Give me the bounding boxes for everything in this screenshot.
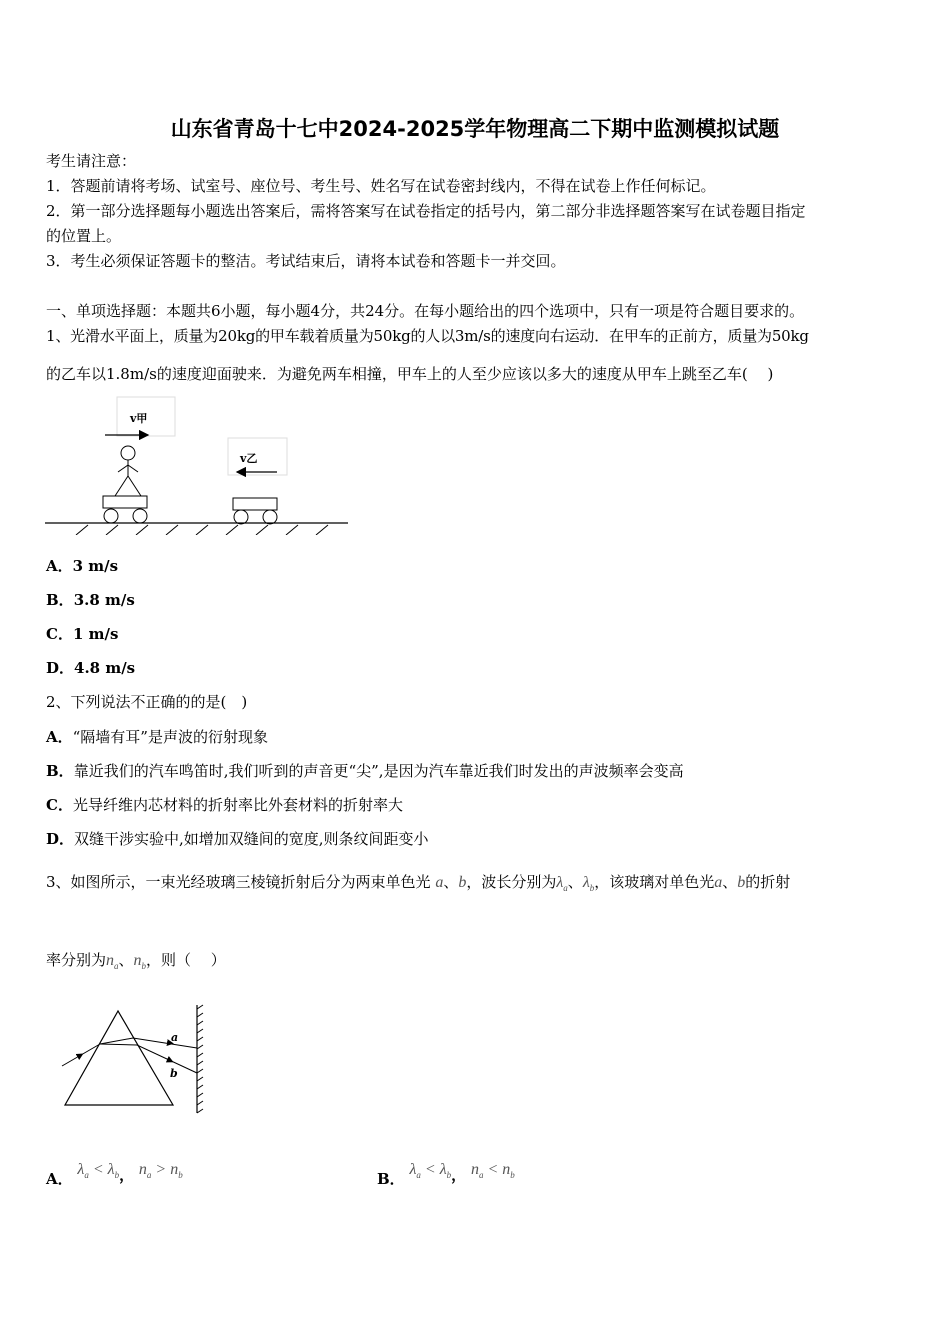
sub: b <box>589 883 595 894</box>
option-key: B． <box>46 591 74 609</box>
var-b: b <box>737 874 746 891</box>
text: ，波长分别为 <box>466 873 557 891</box>
page-title: 山东省青岛十七中2024-2025学年物理高二下期中监测模拟试题 <box>170 117 780 141</box>
var-n: n <box>133 952 142 969</box>
relation: < <box>487 1161 499 1178</box>
option-key: D． <box>46 659 75 677</box>
text: 的折射 <box>745 873 791 891</box>
q1-option-b[interactable] <box>46 590 135 610</box>
relation: < <box>92 1161 104 1178</box>
text: 、 <box>118 951 134 969</box>
sub: a <box>146 1170 152 1181</box>
q3-option-a[interactable] <box>46 1158 183 1186</box>
var-a: a <box>714 874 723 891</box>
option-key: B． <box>46 762 74 780</box>
v-yi-label: v乙 <box>240 452 258 465</box>
sub: b <box>510 1170 515 1181</box>
var-n: n <box>470 1161 479 1178</box>
sub: a <box>563 883 568 894</box>
var-lambda: λ <box>582 874 590 891</box>
option-key: A． <box>46 728 73 746</box>
q2-option-b[interactable] <box>46 761 684 781</box>
sub: b <box>178 1170 183 1181</box>
text: 、 <box>443 873 459 891</box>
var-a: a <box>435 874 444 891</box>
text: 、 <box>567 873 583 891</box>
q2-option-d[interactable] <box>46 829 429 849</box>
q1-stem-cont: 的乙车以1.8m/s的速度迎面驶来．为避免两车相撞，甲车上的人至少应该以多大的速度从甲车上跳至乙车( ) <box>46 365 774 383</box>
option-key: C． <box>46 625 73 643</box>
option-text: 靠近我们的汽车鸣笛时,我们听到的声音更“尖”,是因为汽车靠近我们时发出的声波频率会变高 <box>73 762 684 780</box>
relation: < <box>424 1161 436 1178</box>
notice-heading: 考生请注意： <box>46 152 137 170</box>
q3-figure-prism <box>50 995 220 1125</box>
ray-b-label: b <box>170 1067 178 1080</box>
ray-a-label: a <box>171 1031 179 1044</box>
text: ，该玻璃对单色光 <box>594 873 715 891</box>
text: 率分别为 <box>46 951 107 969</box>
sub: a <box>114 961 119 972</box>
q1-option-c[interactable] <box>46 624 118 644</box>
var-n: n <box>170 1161 179 1178</box>
sub: b <box>114 1170 120 1181</box>
option-key: C． <box>46 796 73 814</box>
text: 3、如图所示，一束光经玻璃三棱镜折射后分为两束单色光 <box>46 873 431 891</box>
sub: a <box>478 1170 484 1181</box>
text: 、 <box>722 873 738 891</box>
sub: b <box>141 961 147 972</box>
q1-stem: 1、光滑水平面上，质量为20kg的甲车载着质量为50kg的人以3m/s的速度向右运动．在甲车的正前方，质量为50kg <box>46 327 809 345</box>
var-lambda: λ <box>439 1161 447 1178</box>
option-text: 1 m/s <box>72 625 119 643</box>
var-lambda: λ <box>556 874 564 891</box>
relation: > <box>155 1161 167 1178</box>
sub: a <box>416 1170 421 1181</box>
option-key: A． <box>46 557 73 575</box>
comma: ， <box>119 1166 135 1184</box>
q1-figure-carts <box>40 390 360 535</box>
q2-option-a[interactable] <box>46 727 268 747</box>
var-lambda: λ <box>409 1161 417 1178</box>
section-heading: 一、单项选择题：本题共6小题，每小题4分，共24分。在每小题给出的四个选项中，只有一项是符合题目要求的。 <box>46 302 805 320</box>
option-key: B． <box>377 1170 405 1188</box>
notice-item: 的位置上。 <box>46 227 122 245</box>
q2-stem: 2、下列说法不正确的的是( ) <box>46 693 248 711</box>
var-n: n <box>138 1161 147 1178</box>
q1-option-d[interactable] <box>46 658 135 678</box>
option-text: 双缝干涉实验中,如增加双缝间的宽度,则条纹间距变小 <box>74 830 429 848</box>
notice-item: 1．答题前请将考场、试室号、座位号、考生号、姓名写在试卷密封线内，不得在试卷上作任何标记。 <box>46 177 716 195</box>
sub: b <box>446 1170 452 1181</box>
option-key: A． <box>46 1170 73 1188</box>
var-n: n <box>502 1161 511 1178</box>
q3-option-b[interactable] <box>377 1158 515 1186</box>
option-text: “隔墙有耳”是声波的衍射现象 <box>72 728 268 746</box>
var-b: b <box>458 874 467 891</box>
var-n: n <box>106 952 115 969</box>
sub: a <box>84 1170 89 1181</box>
q1-option-a[interactable] <box>46 556 118 576</box>
var-lambda: λ <box>77 1161 85 1178</box>
option-text: 3.8 m/s <box>73 591 135 609</box>
option-key: D． <box>46 830 75 848</box>
option-text: 光导纤维内芯材料的折射率比外套材料的折射率大 <box>72 796 403 814</box>
option-text: 3 m/s <box>72 557 119 575</box>
option-text: 4.8 m/s <box>74 659 136 677</box>
comma: ， <box>451 1166 467 1184</box>
v-jia-label: v甲 <box>130 412 148 425</box>
notice-item: 3．考生必须保证答题卡的整洁。考试结束后，请将本试卷和答题卡一并交回。 <box>46 252 566 270</box>
q3-stem-cont <box>46 950 226 976</box>
var-lambda: λ <box>107 1161 115 1178</box>
notice-item: 2．第一部分选择题每小题选出答案后，需将答案写在试卷指定的括号内，第二部分非选择题答案写在试卷题目指定 <box>46 202 806 220</box>
text: ，则（ ） <box>146 951 226 969</box>
q2-option-c[interactable] <box>46 795 403 815</box>
q3-stem <box>46 872 790 898</box>
